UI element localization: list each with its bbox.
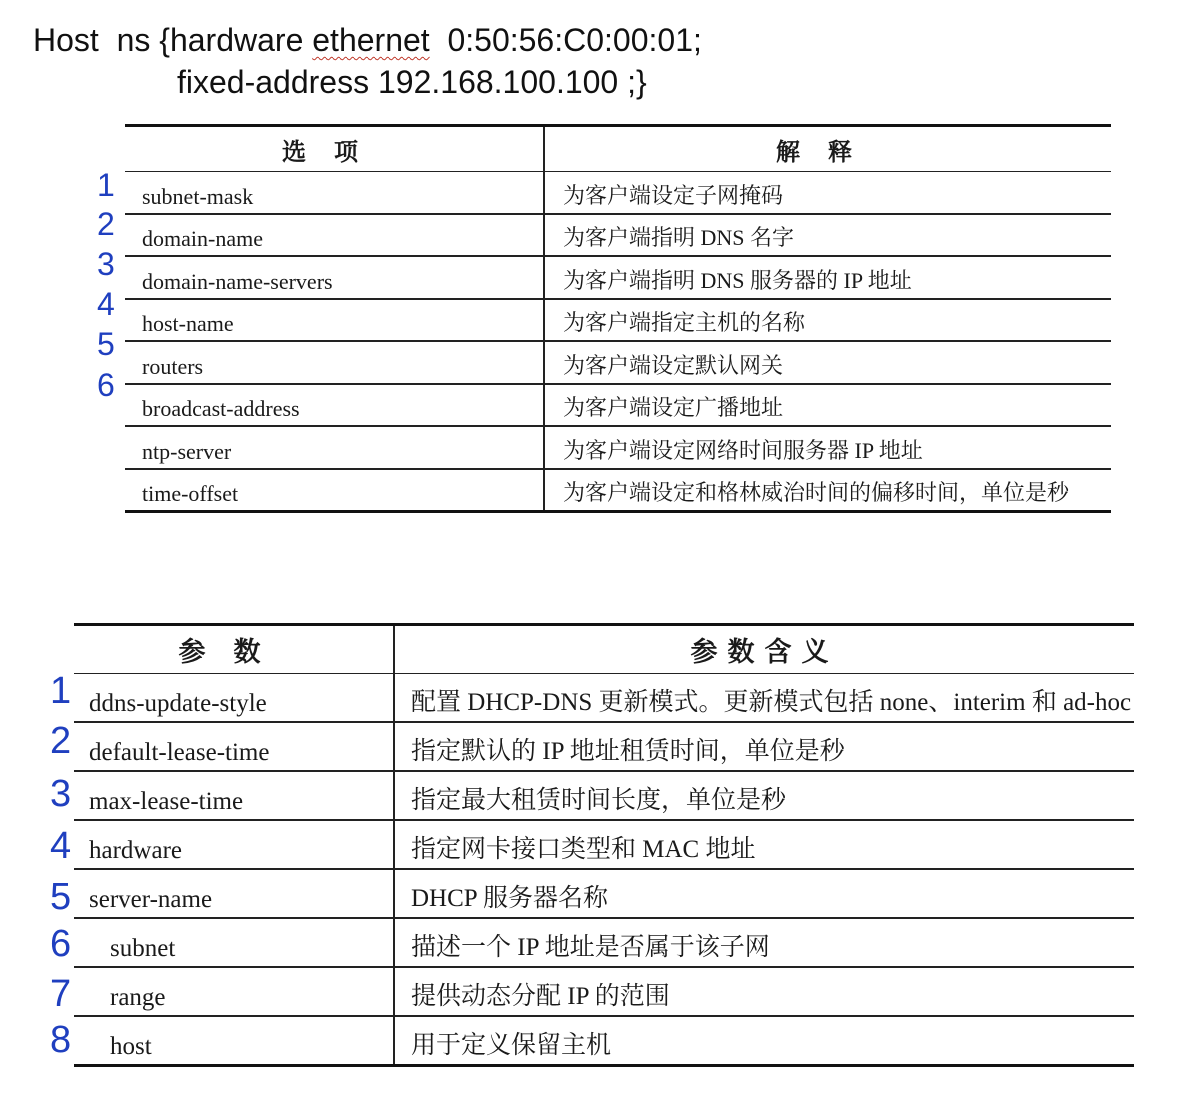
table-row bbox=[74, 771, 1134, 820]
parameters-header-param: 参数 bbox=[74, 625, 394, 674]
table-row bbox=[74, 722, 1134, 771]
option-explanation: 为客户端设定网络时间服务器 IP 地址 bbox=[544, 426, 1111, 469]
table-row bbox=[125, 469, 1111, 512]
table-row bbox=[74, 918, 1134, 967]
option-explanation: 为客户端指定主机的名称 bbox=[544, 299, 1111, 342]
option-name: broadcast-address bbox=[125, 384, 544, 427]
annotation-number: 3 bbox=[50, 773, 72, 815]
code-line-1-prefix: Host ns {hardware bbox=[33, 22, 313, 58]
param-name: server-name bbox=[74, 869, 394, 918]
table-row bbox=[74, 674, 1134, 723]
annotation-number: 4 bbox=[50, 825, 72, 867]
annotation-number: 2 bbox=[50, 720, 72, 762]
table-row bbox=[125, 172, 1111, 214]
annotation-number: 6 bbox=[97, 367, 115, 403]
param-meaning: 指定最大租赁时间长度，单位是秒 bbox=[394, 771, 1134, 820]
annotation-number: 6 bbox=[50, 923, 72, 965]
table-row bbox=[125, 299, 1111, 342]
param-name: subnet bbox=[74, 918, 394, 967]
table-row bbox=[74, 967, 1134, 1016]
option-explanation: 为客户端设定和格林威治时间的偏移时间，单位是秒 bbox=[544, 469, 1111, 512]
annotation-number: 1 bbox=[97, 167, 115, 203]
param-meaning: 指定网卡接口类型和 MAC 地址 bbox=[394, 820, 1134, 869]
annotation-number: 1 bbox=[50, 670, 72, 712]
option-explanation: 为客户端设定广播地址 bbox=[544, 384, 1111, 427]
code-line-2: fixed-address 192.168.100.100 ;} bbox=[177, 64, 647, 100]
table-row bbox=[125, 256, 1111, 299]
table-row bbox=[125, 426, 1111, 469]
param-meaning: DHCP 服务器名称 bbox=[394, 869, 1134, 918]
option-name: subnet-mask bbox=[125, 172, 544, 214]
options-table-header bbox=[125, 126, 1111, 172]
param-meaning: 用于定义保留主机 bbox=[394, 1016, 1134, 1066]
param-name: max-lease-time bbox=[74, 771, 394, 820]
option-explanation: 为客户端指明 DNS 服务器的 IP 地址 bbox=[544, 256, 1111, 299]
options-header-option: 选项 bbox=[125, 126, 544, 172]
table-row bbox=[125, 341, 1111, 384]
param-name: range bbox=[74, 967, 394, 1016]
table-row bbox=[74, 820, 1134, 869]
parameters-table bbox=[74, 623, 1134, 1067]
annotation-number: 5 bbox=[97, 326, 115, 362]
param-name: default-lease-time bbox=[74, 722, 394, 771]
param-meaning: 配置 DHCP-DNS 更新模式。更新模式包括 none、interim 和 ad-hoc bbox=[394, 674, 1134, 723]
option-explanation: 为客户端设定子网掩码 bbox=[544, 172, 1111, 214]
param-name: hardware bbox=[74, 820, 394, 869]
options-header-explanation: 解释 bbox=[544, 126, 1111, 172]
parameters-table-header bbox=[74, 625, 1134, 674]
annotation-number: 3 bbox=[97, 246, 115, 282]
option-explanation: 为客户端指明 DNS 名字 bbox=[544, 214, 1111, 257]
table-row bbox=[125, 214, 1111, 257]
spellcheck-word: ethernet bbox=[312, 22, 430, 58]
param-meaning: 指定默认的 IP 地址租赁时间，单位是秒 bbox=[394, 722, 1134, 771]
param-meaning: 提供动态分配 IP 的范围 bbox=[394, 967, 1134, 1016]
code-line-1-suffix: 0:50:56:C0:00:01; bbox=[429, 22, 702, 58]
param-name: ddns-update-style bbox=[74, 674, 394, 723]
option-name: host-name bbox=[125, 299, 544, 342]
parameters-header-meaning: 参数含义 bbox=[394, 625, 1134, 674]
option-name: domain-name bbox=[125, 214, 544, 257]
table-row bbox=[74, 1016, 1134, 1066]
code-line-1 bbox=[33, 24, 702, 56]
annotation-number: 7 bbox=[50, 973, 72, 1015]
option-name: ntp-server bbox=[125, 426, 544, 469]
option-name: domain-name-servers bbox=[125, 256, 544, 299]
option-name: time-offset bbox=[125, 469, 544, 512]
annotation-number: 2 bbox=[97, 206, 115, 242]
options-table bbox=[125, 124, 1111, 513]
param-name: host bbox=[74, 1016, 394, 1066]
table-row bbox=[125, 384, 1111, 427]
annotation-number: 8 bbox=[50, 1019, 72, 1061]
param-meaning: 描述一个 IP 地址是否属于该子网 bbox=[394, 918, 1134, 967]
table-row bbox=[74, 869, 1134, 918]
option-explanation: 为客户端设定默认网关 bbox=[544, 341, 1111, 384]
annotation-number: 5 bbox=[50, 876, 72, 918]
option-name: routers bbox=[125, 341, 544, 384]
annotation-number: 4 bbox=[97, 286, 115, 322]
